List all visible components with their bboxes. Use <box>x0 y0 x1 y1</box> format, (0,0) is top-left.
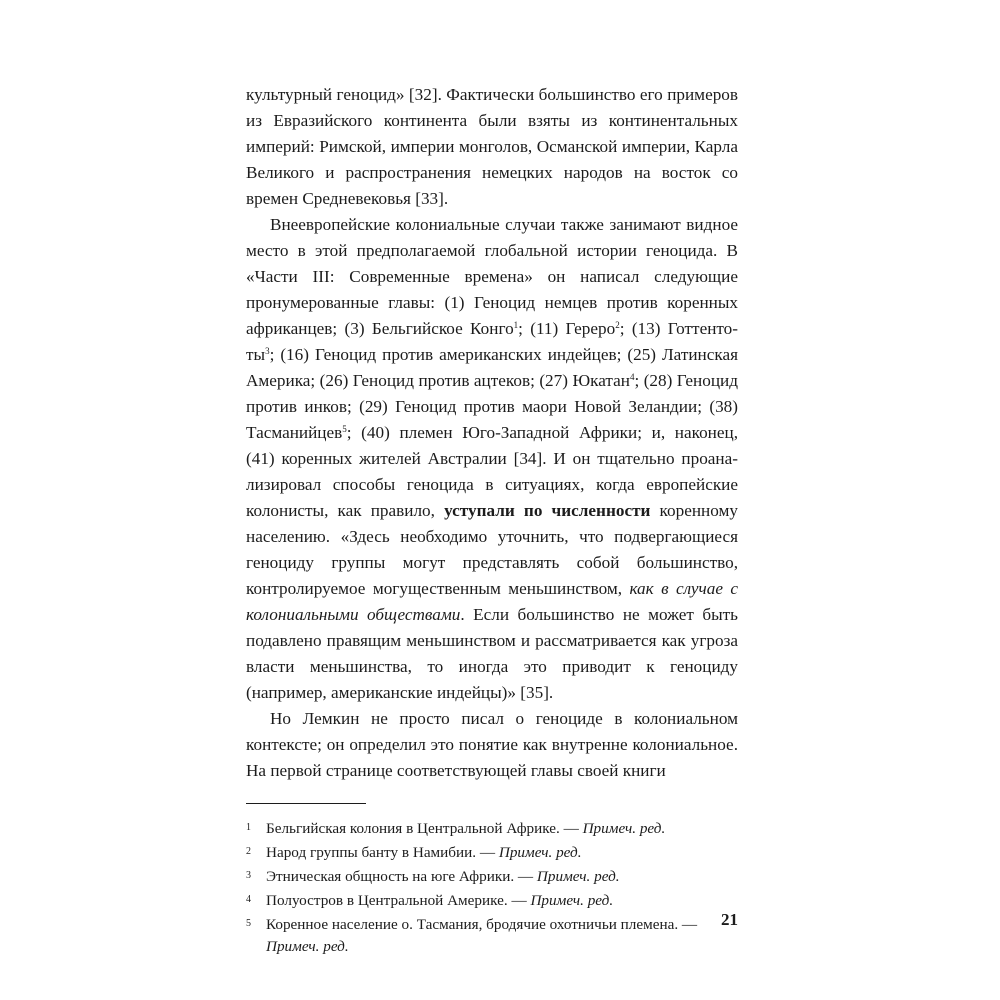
text-run: . Если большинство не может быть подавлено правящим меньшинством и рассматривается как угроза власти меньшинства, то иногда это приводит к геноциду (например, американские индейцы)» [35]. <box>246 605 738 702</box>
footnote-number: 5 <box>246 918 251 929</box>
editor-note: Примеч. ред. <box>530 892 614 909</box>
paragraph-1 <box>246 82 738 212</box>
footnote-text: Народ группы банту в Намибии. — Примеч. ред. <box>266 844 582 861</box>
paragraph-3 <box>246 706 738 784</box>
editor-note: Примеч. ред. <box>536 868 620 885</box>
text-run: коренному населению. «Здесь необходимо уточнить, что подвергающиеся геноциду группы могут представлять собой большинство, контролируемое могущественным меньшинством, <box>246 501 738 598</box>
footnote <box>246 890 738 912</box>
footnote-ref: 1 <box>513 320 519 330</box>
text-run: Но Лемкин не просто писал о геноциде в колониальном контексте; он определил это понятие как внутренне колониальное. На первой странице соответствующей главы своей книги <box>246 709 738 780</box>
footnote <box>246 818 738 840</box>
italic-text: как в случае с колониальными обществами <box>246 579 738 624</box>
footnote-divider <box>246 803 366 804</box>
text-run: ; (40) племен Юго-Западной Африки; и, наконец, (41) коренных жителей Австралии [34]. И он тщательно проанализировал способы геноцида в ситуациях, когда европейские колонисты, как правило, <box>246 423 738 520</box>
text-run: ; (16) Геноцид против американских индейцев; (25) Латинская Америка; (26) Геноцид против ацтеков; (27) Юкатан <box>246 345 738 390</box>
footnote-text: Полуостров в Центральной Америке. — Примеч. ред. <box>266 892 614 909</box>
text-run: ; (11) Гереро <box>518 319 616 338</box>
footnote-number: 3 <box>246 870 251 881</box>
footnote-number: 2 <box>246 846 251 857</box>
footnote-ref: 2 <box>615 320 620 330</box>
text-run: ; (28) Геноцид против инков; (29) Геноцид против маори Новой Зеландии; (38) Тасманийцев <box>246 371 738 442</box>
editor-note: Примеч. ред. <box>498 844 582 861</box>
paragraph-2 <box>246 212 738 706</box>
text-run: ; (13) Готтентоты <box>246 319 739 364</box>
editor-note: Примеч. ред. <box>582 820 666 837</box>
footnote-number: 1 <box>246 822 251 833</box>
footnote-number: 4 <box>246 894 251 905</box>
footnote-ref: 3 <box>265 346 270 356</box>
footnote <box>246 866 738 888</box>
footnote-text: Бельгийская колония в Центральной Африке. — Примеч. ред. <box>266 820 666 837</box>
editor-note: Примеч. ред. <box>266 938 349 955</box>
footnotes <box>246 818 738 958</box>
footnote <box>246 842 738 864</box>
footnote-ref: 5 <box>342 424 347 434</box>
footnote-text: Коренное население о. Тасмания, бродячие охотничьи племена. — Примеч. ред. <box>266 916 698 955</box>
book-page <box>246 82 738 960</box>
text-run: культурный геноцид» [32]. Фактически большинство его примеров из Евразийского континента были взяты из континентальных империй: Римской, империи монголов, Османской империи, Карла Великого и распространения немецких народов на восток со времен Средневековья [33]. <box>246 85 738 208</box>
footnote-text: Этническая общность на юге Африки. — Примеч. ред. <box>266 868 620 885</box>
body-text <box>246 82 738 784</box>
footnote-ref: 4 <box>629 372 635 382</box>
bold-text: уступали по численности <box>444 501 651 520</box>
footnote <box>246 914 738 958</box>
page-number: 21 <box>721 910 738 929</box>
text-run: Внеевропейские колониальные случаи также занимают видное место в этой предполагаемой глобальной истории геноцида. В «Части III: Современные времена» он написал следующие пронумерованные главы: (1) Геноцид немцев против коренных африканцев; (3) Бельгийское Конго <box>246 215 738 338</box>
